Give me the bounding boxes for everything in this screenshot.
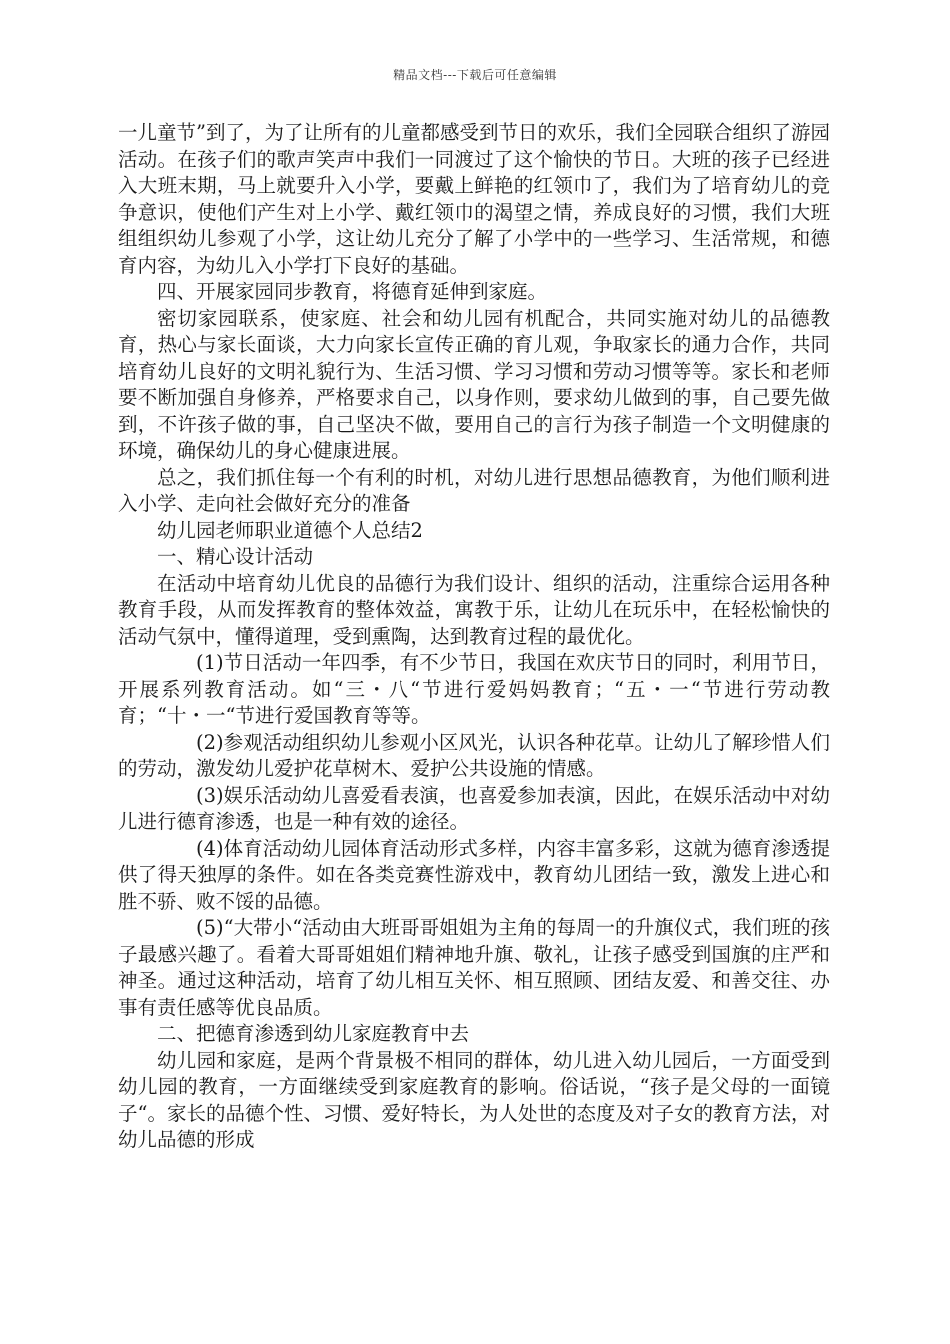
list-item-entertainment: (3)娱乐活动幼儿喜爱看表演，也喜爱参加表演，因此，在娱乐活动中对幼儿进行德育渗透，也是一种有效的途径。 [118,783,830,833]
paragraph-home-school: 密切家园联系，使家庭、社会和幼儿园有机配合，共同实施对幼儿的品德教育，热心与家长面谈，大力向家长宣传正确的育儿观，争取家长的通力合作，共同培育幼儿良好的文明礼貌行为、生活习惯、学习习惯和劳动习惯等等。家长和老师要不断加强自身修养，严格要求自己，以身作则，要求幼儿做到的事，自己要先做到，不许孩子做的事，自己坚决不做，要用自己的言行为孩子制造一个文明健康的环境，确保幼儿的身心健康进展。 [118,306,830,462]
section-heading-activities: 一、精心设计活动 [157,545,314,568]
paragraph-childrens-day: 一儿童节”到了，为了让所有的儿童都感受到节日的欢乐，我们全园联合组织了游园活动。在孩子们的歌声笑声中我们一同渡过了这个愉快的节日。大班的孩子已经进入大班末期，马上就要升入小学，要戴上鲜艳的红领巾了，我们为了培育幼儿的竞争意识，使他们产生对上小学、戴红领巾的渴望之情，养成良好的习惯，我们大班组组织幼儿参观了小学，这让幼儿充分了解了小学中的一些学习、生活常规，和德育内容，为幼儿入小学打下良好的基础。 [118,121,830,277]
list-item-festivals: (1)节日活动一年四季，有不少节日，我国在欢庆节日的同时，利用节日，开展系列教育活动。如“三・八“节进行爱妈妈教育；“五・一“节进行劳动教育；“十・一“节进行爱国教育等等。 [118,651,830,727]
page-header: 精品文档---下载后可任意编辑 [393,68,557,82]
list-item-big-helps-small: (5)“大带小“活动由大班哥哥姐姐为主角的每周一的升旗仪式，我们班的孩子最感兴趣了。看着大哥哥姐姐们精神地升旗、敬礼，让孩子感受到国旗的庄严和神圣。通过这种活动，培育了幼儿相互关怀、相互照顾、团结友爱、和善交往、办事有责任感等优良品质。 [118,916,830,1019]
list-item-sports: (4)体育活动幼儿园体育活动形式多样，内容丰富多彩，这就为德育渗透提供了得天独厚的条件。如在各类竞赛性游戏中，教育幼儿团结一致，激发上进心和胜不骄、败不馁的品德。 [118,836,830,913]
section-heading-home-school: 四、开展家园同步教育，将德育延伸到家庭。 [157,280,548,303]
paragraph-summary: 总之，我们抓住每一个有利的时机，对幼儿进行思想品德教育，为他们顺利进入小学、走向社会做好充分的准备 [118,465,830,515]
document-body [118,120,830,1154]
paragraph-activities: 在活动中培育幼儿优良的品德行为我们设计、组织的活动，注重综合运用各种教育手段，从而发挥教育的整体效益，寓教于乐，让幼儿在玩乐中，在轻松愉快的活动气氛中，懂得道理，受到熏陶，达到教育过程的最优化。 [118,571,830,648]
document-subtitle: 幼儿园老师职业道德个人总结2 [157,518,423,542]
section-heading-family-education: 二、把德育渗透到幼儿家庭教育中去 [157,1022,470,1045]
paragraph-family-education: 幼儿园和家庭，是两个背景极不相同的群体，幼儿进入幼儿园后，一方面受到幼儿园的教育，一方面继续受到家庭教育的影响。俗话说，“孩子是父母的一面镜子“。家长的品德个性、习惯、爱好特长，为人处世的态度及对子女的教育方法，对幼儿品德的形成 [118,1048,830,1151]
list-item-visits: (2)参观活动组织幼儿参观小区风光，认识各种花草。让幼儿了解珍惜人们的劳动，激发幼儿爱护花草树木、爱护公共设施的情感。 [118,730,830,780]
